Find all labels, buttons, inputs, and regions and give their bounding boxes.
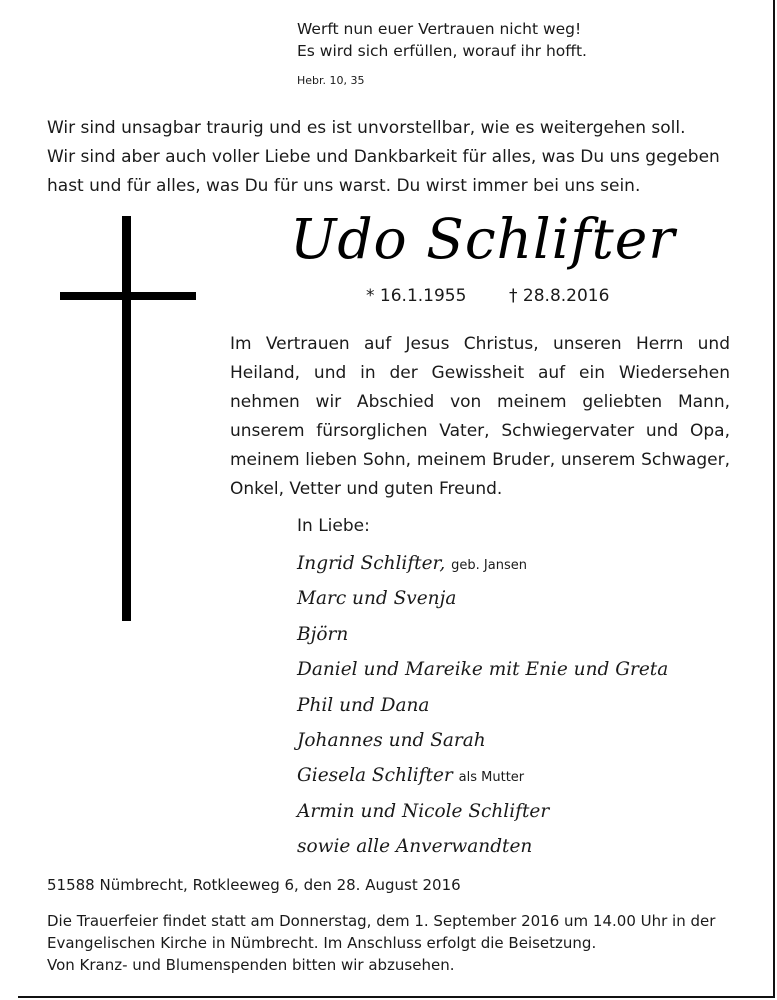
family-member: Giesela Schlifter als Mutter <box>297 765 525 787</box>
family-member: Marc und Svenja <box>297 588 457 610</box>
info-line: Evangelischen Kirche in Nümbrecht. Im Anschluss erfolgt die Beisetzung. <box>47 934 597 952</box>
verse-reference: Hebr. 10, 35 <box>297 74 365 87</box>
family-member: Daniel und Mareike mit Enie und Greta <box>297 659 669 681</box>
cross-horizontal-bar <box>60 292 196 300</box>
family-member: Johannes und Sarah <box>297 729 486 751</box>
intro-text <box>47 114 720 201</box>
family-member: Ingrid Schlifter, geb. Jansen <box>297 553 527 574</box>
info-line: Die Trauerfeier findet statt am Donnerstag, dem 1. September 2016 um 14.00 Uhr in der <box>47 912 716 930</box>
funeral-info <box>47 910 715 976</box>
place-and-date: 51588 Nümbrecht, Rotkleeweg 6, den 28. August 2016 <box>47 876 461 894</box>
family-list <box>297 546 668 865</box>
info-line: Von Kranz- und Blumenspenden bitten wir abzusehen. <box>47 956 455 974</box>
birth-date: * 16.1.1955 <box>366 286 467 306</box>
intro-line: Wir sind aber auch voller Liebe und Dankbarkeit für alles, was Du uns gegeben <box>47 147 720 167</box>
family-member: Phil und Dana <box>297 694 430 716</box>
family-member: Armin und Nicole Schlifter <box>297 800 550 822</box>
verse-line: Werft nun euer Vertrauen nicht weg! <box>297 20 582 38</box>
bible-verse <box>297 18 587 62</box>
intro-line: Wir sind unsagbar traurig und es ist unvorstellbar, wie es weitergehen soll. <box>47 118 686 138</box>
cross-vertical-bar <box>122 216 131 621</box>
family-member: Björn <box>297 623 349 645</box>
family-member: sowie alle Anverwandten <box>297 836 533 858</box>
deceased-name: Udo Schlifter <box>290 207 676 271</box>
farewell-text: Im Vertrauen auf Jesus Christus, unseren Herrn und Heiland, und in der Gewissheit auf ein Wiedersehen nehmen wir Abschied von meinem geliebten Mann, unserem fürsorglichen Vater, Schwiegervater und Opa, meinem lieben Sohn, meinem Bruder, unserem Schwager, Onkel, Vetter und guten Freund. <box>230 334 730 499</box>
intro-line: hast und für alles, was Du für uns warst. Du wirst immer bei uns sein. <box>47 176 641 196</box>
death-date: † 28.8.2016 <box>509 286 610 306</box>
in-love-label: In Liebe: <box>297 516 370 536</box>
verse-line: Es wird sich erfüllen, worauf ihr hofft. <box>297 42 587 60</box>
